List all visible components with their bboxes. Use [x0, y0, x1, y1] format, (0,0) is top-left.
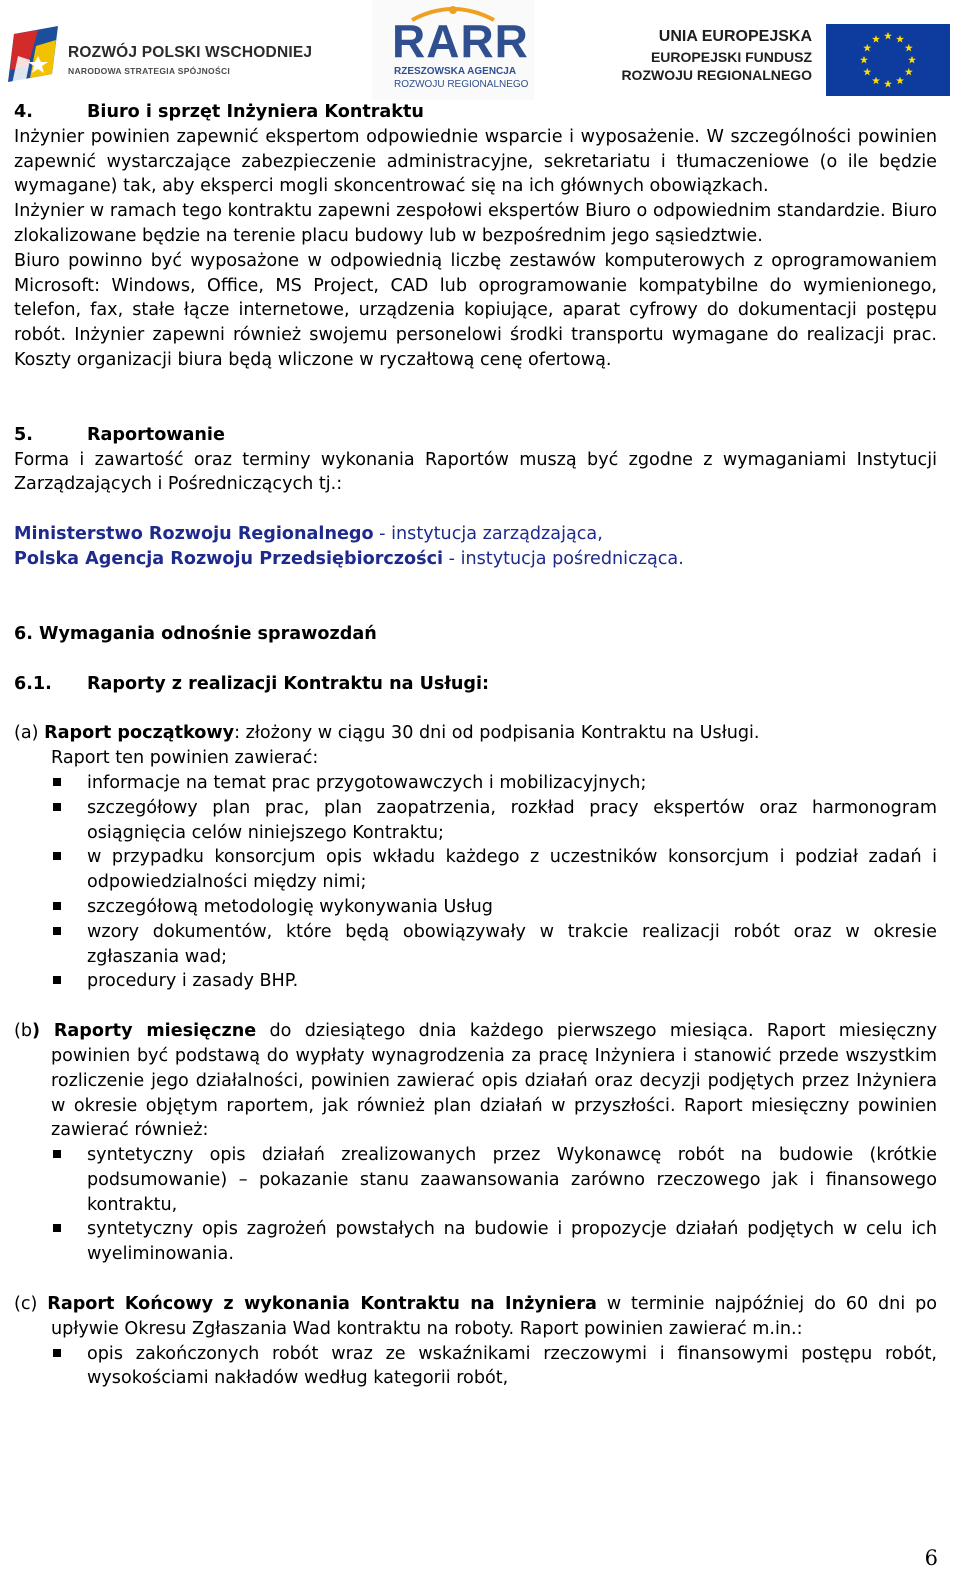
institution-managing — [14, 522, 937, 547]
section-6-1-number: 6.1. — [14, 673, 52, 694]
rarr-logo-line2: ROZWOJU REGIONALNEGO — [394, 79, 529, 90]
eu-logo-line1: UNIA EUROPEJSKA — [658, 28, 812, 45]
eu-logo — [610, 24, 950, 96]
report-a-title: Raport początkowy — [44, 723, 235, 744]
report-c-title: Raport Końcowy z wykonania Kontraktu na Inżyniera — [47, 1294, 597, 1315]
section-5-paragraph: Forma i zawartość oraz terminy wykonania Raportów muszą być zgodne z wymaganiami Instytucji Zarządzających i Pośredniczących tj.: — [14, 449, 937, 495]
list-item: procedury i zasady BHP. — [87, 969, 937, 994]
document-body — [14, 100, 937, 1391]
rarr-logo — [372, 0, 534, 100]
section-5-title: Raportowanie — [87, 424, 225, 445]
section-4-heading — [14, 100, 937, 125]
rarr-logo-title: RARR — [392, 15, 529, 67]
list-item: syntetyczny opis działań zrealizowanych przez Wykonawcę robót na budowie (krótkie podsumowanie) – pokazanie stanu zaawansowania zarówno rzeczowego jak i finansowego kontraktu, — [87, 1143, 937, 1217]
section-4-title: Biuro i sprzęt Inżyniera Kontraktu — [87, 102, 424, 122]
eu-logo-line3: ROZWOJU REGIONALNEGO — [621, 67, 812, 83]
report-b-list — [14, 1143, 937, 1267]
rarr-logo-line1: RZESZOWSKA AGENCJA — [394, 66, 517, 77]
report-a-paragraph — [14, 721, 937, 746]
rpw-emblem-icon — [8, 26, 64, 90]
report-b-title: ) Raporty miesięczne — [32, 1021, 257, 1042]
section-6-1-heading — [14, 672, 937, 697]
rozwoj-polski-wschodniej-logo — [8, 26, 328, 90]
rpw-logo-subtitle: NARODOWA STRATEGIA SPÓJNOŚCI — [68, 66, 231, 76]
report-a-list — [14, 771, 937, 994]
section-4-number: 4. — [14, 102, 33, 122]
report-b-text: do dziesiątego dnia każdego pierwszego miesiąca. Raport miesięczny powinien być podstawą do wypłaty wynagrodzenia za pracę Inżyniera i stanowić przede wszystkim rozliczenie jego działalności, powinien zawierać opis działań oraz decyzji podjętych przez Inżyniera w okresie objętym raportem, jak również plan działań w przyszłości. Raport miesięczny powinien zawierać również: — [51, 1021, 937, 1141]
section-5-number: 5. — [14, 424, 33, 445]
section-4-paragraph-2: Inżynier w ramach tego kontraktu zapewni zespołowi ekspertów Biuro o odpowiednim standardzie. Biuro zlokalizowane będzie na terenie placu budowy lub w bezpośrednim jego sąsiedztwie. — [14, 201, 937, 246]
section-6-heading: 6. Wymagania odnośnie sprawozdań — [14, 623, 377, 644]
report-a-intro: Raport ten powinien zawierać: — [51, 748, 319, 769]
eu-flag-icon — [826, 24, 950, 96]
report-c-list — [14, 1342, 937, 1392]
report-a-text: : złożony w ciągu 30 dni od podpisania Kontraktu na Usługi. — [234, 723, 760, 744]
list-item: szczegółowy plan prac, plan zaopatrzenia, rozkład pracy ekspertów oraz harmonogram osiągnięcia celów niniejszego Kontraktu; — [87, 796, 937, 846]
list-item: informacje na temat prac przygotowawczych i mobilizacyjnych; — [87, 771, 937, 796]
report-c-paragraph — [14, 1292, 937, 1342]
section-4-paragraph-1: Inżynier powinien zapewnić ekspertom odpowiednie wsparcie i wyposażenie. W szczególności powinien zapewnić wystarczające zabezpieczenie administracyjne, sekretariatu i tłumaczeniowe (o ile będzie wymagane) tak, aby eksperci mogli skoncentrować się na ich głównych obowiązkach. — [14, 126, 937, 197]
list-item: opis zakończonych robót wraz ze wskaźnikami rzeczowymi i finansowymi postępu robót, wysokościami nakładów według kategorii robót, — [87, 1342, 937, 1392]
section-6-1-title: Raporty z realizacji Kontraktu na Usługi: — [87, 673, 490, 694]
page-header — [0, 0, 960, 100]
report-b-label: (b — [14, 1021, 33, 1042]
section-5-heading — [14, 423, 937, 448]
list-item: syntetyczny opis zagrożeń powstałych na budowie i propozycje działań podjętych w celu ich wyeliminowania. — [87, 1217, 937, 1267]
list-item: wzory dokumentów, które będą obowiązywały w trakcie realizacji robót oraz w okresie zgłaszania wad; — [87, 920, 937, 970]
eu-logo-line2: EUROPEJSKI FUNDUSZ — [650, 49, 812, 65]
institution-intermediate-role: - instytucja pośrednicząca. — [443, 548, 684, 569]
institution-managing-role: - instytucja zarządzająca, — [373, 524, 603, 545]
report-c-label: (c) — [14, 1294, 38, 1315]
section-4-paragraph-3: Biuro powinno być wyposażone w odpowiednią liczbę zestawów komputerowych z oprogramowaniem Microsoft: Windows, Office, MS Project, CAD lub oprogramowanie kompatybilne do wymienionego, telefon, fax, stałe łącze internetowe, urządzenia kopiujące, aparat cyfrowy do dokumentacji postępu robót. Inżynier zapewni również swojemu personelowi środki transportu wymagane do realizacji prac. Koszty organizacji biura będą wliczone w ryczałtową cenę ofertową. — [14, 250, 937, 370]
report-b-paragraph — [14, 1019, 937, 1143]
institution-managing-name: Ministerstwo Rozwoju Regionalnego — [14, 524, 374, 545]
list-item: w przypadku konsorcjum opis wkładu każdego z uczestników konsorcjum i podział zadań i odpowiedzialności między nimi; — [87, 845, 937, 895]
report-a-label: (a) — [14, 723, 39, 744]
rpw-logo-title: ROZWÓJ POLSKI WSCHODNIEJ — [68, 44, 313, 61]
page-number: 6 — [924, 1546, 938, 1570]
institution-intermediate-name: Polska Agencja Rozwoju Przedsiębiorczości — [14, 548, 444, 569]
report-c-text: w terminie najpóźniej do 60 dni po upływie Okresu Zgłaszania Wad kontraktu na roboty. Raport powinien zawierać m.in.: — [51, 1294, 938, 1339]
list-item: szczegółową metodologię wykonywania Usług — [87, 895, 937, 920]
institution-intermediate — [14, 547, 937, 572]
